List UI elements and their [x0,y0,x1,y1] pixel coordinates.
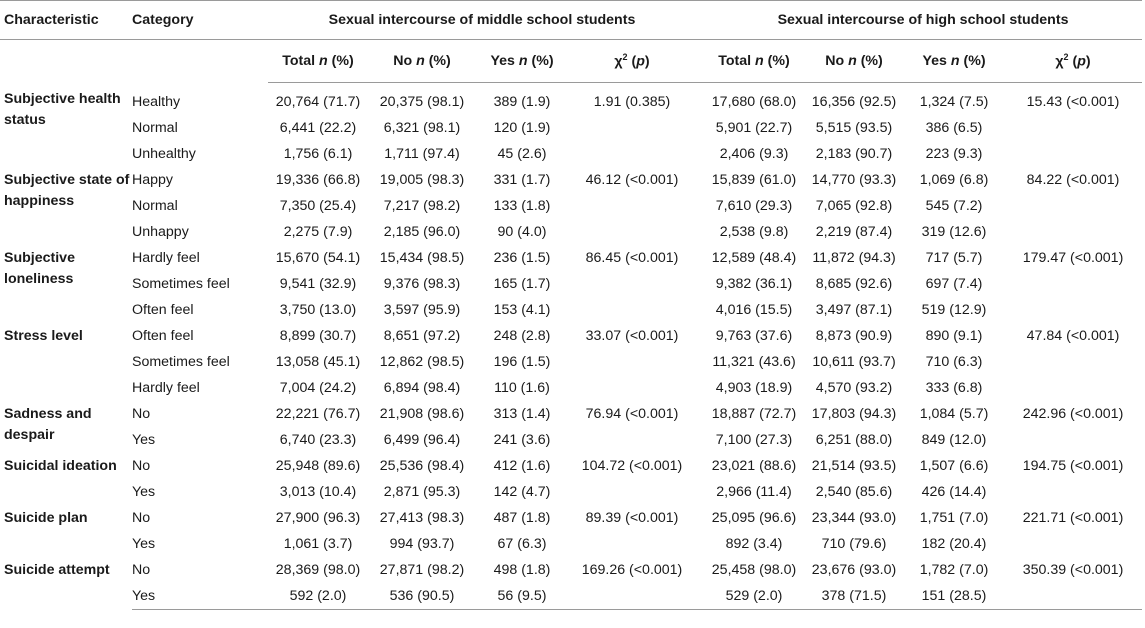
high-no-cell: 11,872 (94.3) [812,250,896,266]
high-yes-cell: 319 (12.6) [921,224,987,240]
category-cell: Normal [132,120,178,136]
high-no-cell: 17,803 (94.3) [811,406,897,422]
middle-total-cell: 7,350 (25.4) [279,198,357,214]
category-cell: Sometimes feel [132,354,230,370]
table-row [0,349,1142,375]
middle-chi-square-cell [568,479,696,505]
subheader-middle-chi-square: $\chi^2$ (p) [568,40,696,83]
gap-cell [696,323,704,349]
gap-cell [696,453,704,479]
middle-no-cell: 27,871 (98.2) [379,562,465,578]
middle-no-cell: 3,597 (95.9) [383,302,461,318]
middle-chi-square-cell: 169.26 (<0.001) [581,562,683,578]
high-yes-cell: 1,751 (7.0) [919,510,989,526]
middle-total-cell: 19,336 (66.8) [275,172,361,188]
middle-yes-cell: 165 (1.7) [493,276,551,292]
middle-no-cell: 2,185 (96.0) [383,224,461,240]
high-no-cell: 7,065 (92.8) [815,198,893,214]
high-no-cell: 6,251 (88.0) [815,432,893,448]
middle-chi-square-cell [568,141,696,167]
high-yes-cell: 710 (6.3) [925,354,983,370]
high-total-cell: 18,887 (72.7) [711,406,797,422]
category-cell: Yes [132,484,156,500]
high-chi-square-cell: 179.47 (<0.001) [1022,250,1124,266]
table-row [0,427,1142,453]
high-yes-cell: 519 (12.9) [921,302,987,318]
middle-yes-cell: 120 (1.9) [493,120,551,136]
table-row [0,167,1142,193]
high-no-cell: 4,570 (93.2) [815,380,893,396]
subheader-middle-no: No n (%) [368,40,476,83]
gap-cell [696,245,704,271]
middle-no-cell: 15,434 (98.5) [379,250,465,266]
high-chi-square-cell [1004,427,1142,453]
characteristic-cell: Suicide plan [4,510,88,526]
high-no-cell: 8,873 (90.9) [815,328,893,344]
middle-chi-square-cell: 33.07 (<0.001) [585,328,679,344]
gap-cell [696,505,704,531]
high-chi-square-cell: 15.43 (<0.001) [1026,94,1120,110]
middle-chi-square-cell [568,219,696,245]
high-chi-square-cell [1004,479,1142,505]
table-row [0,83,1142,116]
middle-no-cell: 994 (93.7) [389,536,455,552]
gap-cell [696,375,704,401]
table-row [0,505,1142,531]
middle-no-cell: 536 (90.5) [368,583,476,610]
high-no-cell: 2,183 (90.7) [815,146,893,162]
high-chi-square-cell [1004,115,1142,141]
characteristic-cell: Suicide attempt [4,562,110,578]
high-yes-cell: 386 (6.5) [925,120,983,136]
high-total-cell: 9,382 (36.1) [715,276,793,292]
table-row [0,479,1142,505]
middle-yes-cell: 498 (1.8) [493,562,551,578]
middle-yes-cell: 412 (1.6) [493,458,551,474]
subheader-middle-yes: Yes n (%) [476,40,568,83]
gap-cell [696,167,704,193]
high-chi-square-cell: 242.96 (<0.001) [1022,406,1124,422]
high-yes-cell: 426 (14.4) [921,484,987,500]
middle-chi-square-cell [568,271,696,297]
high-yes-cell: 545 (7.2) [925,198,983,214]
gap-cell [696,557,704,583]
middle-no-cell: 25,536 (98.4) [379,458,465,474]
middle-chi-square-cell: 104.72 (<0.001) [581,458,683,474]
middle-no-cell: 8,651 (97.2) [383,328,461,344]
middle-yes-cell: 236 (1.5) [493,250,551,266]
high-yes-cell: 333 (6.8) [925,380,983,396]
high-chi-square-cell [1004,271,1142,297]
high-total-cell: 9,763 (37.6) [715,328,793,344]
characteristic-cell: Suicidal ideation [4,458,117,474]
subheader-high-yes: Yes n (%) [904,40,1004,83]
subheader-empty [0,40,132,83]
middle-chi-square-cell: 46.12 (<0.001) [585,172,679,188]
table-row [0,531,1142,557]
middle-yes-cell: 331 (1.7) [493,172,551,188]
high-yes-cell: 182 (20.4) [921,536,987,552]
category-cell: No [132,562,151,578]
high-total-cell: 529 (2.0) [704,583,804,610]
high-yes-cell: 717 (5.7) [925,250,983,266]
characteristic-cell: Sadness and despair [4,406,92,443]
middle-total-cell: 13,058 (45.1) [275,354,361,370]
gap-cell [696,193,704,219]
middle-total-cell: 592 (2.0) [268,583,368,610]
high-no-cell: 5,515 (93.5) [815,120,893,136]
high-total-cell: 15,839 (61.0) [711,172,797,188]
high-yes-cell: 890 (9.1) [925,328,983,344]
high-total-cell: 892 (3.4) [725,536,783,552]
high-total-cell: 17,680 (68.0) [711,94,797,110]
high-chi-square-cell: 194.75 (<0.001) [1022,458,1124,474]
category-cell: Unhealthy [132,146,196,162]
middle-yes-cell: 110 (1.6) [494,380,550,396]
high-total-cell: 4,016 (15.5) [715,302,793,318]
middle-yes-cell: 142 (4.7) [493,484,551,500]
middle-no-cell: 1,711 (97.4) [384,146,460,162]
high-total-cell: 11,321 (43.6) [712,354,796,370]
table-row [0,401,1142,427]
high-no-cell: 3,497 (87.1) [815,302,893,318]
table-row [0,219,1142,245]
gap-cell [696,531,704,557]
middle-no-cell: 6,321 (98.1) [383,120,461,136]
high-no-cell: 378 (71.5) [804,583,904,610]
gap-cell [696,141,704,167]
middle-chi-square-cell [568,115,696,141]
high-total-cell: 5,901 (22.7) [715,120,793,136]
middle-no-cell: 21,908 (98.6) [379,406,465,422]
middle-total-cell: 8,899 (30.7) [279,328,357,344]
middle-chi-square-cell [568,375,696,401]
category-cell: No [132,510,151,526]
subheader-row [0,40,1142,83]
middle-no-cell: 19,005 (98.3) [379,172,465,188]
high-chi-square-cell [1004,375,1142,401]
high-total-cell: 4,903 (18.9) [715,380,793,396]
middle-chi-square-cell: 1.91 (0.385) [593,94,671,110]
middle-yes-cell: 45 (2.6) [497,146,547,162]
middle-chi-square-cell: 76.94 (<0.001) [585,406,679,422]
high-yes-cell: 151 (28.5) [904,583,1004,610]
middle-chi-square-cell [568,297,696,323]
characteristic-cell: Subjective state of happiness [4,172,130,209]
middle-yes-cell: 248 (2.8) [493,328,551,344]
header-gap [696,1,704,40]
gap-cell [696,83,704,116]
high-chi-square-cell: 47.84 (<0.001) [1026,328,1120,344]
middle-total-cell: 3,013 (10.4) [279,484,357,500]
high-total-cell: 23,021 (88.6) [711,458,797,474]
middle-total-cell: 3,750 (13.0) [279,302,357,318]
high-no-cell: 2,219 (87.4) [815,224,893,240]
table-row [0,193,1142,219]
table-row [0,583,1142,610]
category-cell: No [132,458,151,474]
category-cell: Often feel [132,302,194,318]
middle-total-cell: 28,369 (98.0) [275,562,361,578]
middle-total-cell: 6,441 (22.2) [279,120,357,136]
middle-total-cell: 6,740 (23.3) [279,432,357,448]
gap-cell [696,115,704,141]
middle-total-cell: 1,061 (3.7) [283,536,353,552]
gap-cell [696,401,704,427]
high-yes-cell: 1,069 (6.8) [919,172,989,188]
table-row [0,245,1142,271]
middle-no-cell: 6,499 (96.4) [383,432,461,448]
middle-total-cell: 15,670 (54.1) [275,250,361,266]
characteristic-cell: Subjective loneliness [4,250,75,287]
middle-no-cell: 27,413 (98.3) [379,510,465,526]
table-row [0,271,1142,297]
high-chi-square-cell [1004,297,1142,323]
high-chi-square-cell: 350.39 (<0.001) [1022,562,1124,578]
high-no-cell: 21,514 (93.5) [811,458,897,474]
table-row [0,453,1142,479]
gap-cell [696,583,704,610]
high-yes-cell: 1,324 (7.5) [919,94,989,110]
middle-yes-cell: 56 (9.5) [476,583,568,610]
middle-chi-square-cell [568,531,696,557]
category-cell: Yes [132,536,156,552]
high-total-cell: 2,406 (9.3) [719,146,789,162]
middle-total-cell: 22,221 (76.7) [275,406,361,422]
high-no-cell: 23,676 (93.0) [811,562,897,578]
high-no-cell: 10,611 (93.7) [812,354,896,370]
high-chi-square-cell [1004,219,1142,245]
high-chi-square-cell: 221.71 (<0.001) [1022,510,1124,526]
middle-chi-square-cell [568,583,696,610]
high-total-cell: 2,966 (11.4) [716,484,792,500]
high-total-cell: 2,538 (9.8) [719,224,789,240]
high-total-cell: 7,100 (27.3) [715,432,793,448]
category-cell: Yes [132,583,268,610]
middle-yes-cell: 196 (1.5) [493,354,551,370]
high-no-cell: 2,540 (85.6) [815,484,893,500]
table-row [0,375,1142,401]
gap-cell [696,297,704,323]
category-cell: Hardly feel [132,380,200,396]
middle-yes-cell: 313 (1.4) [493,406,551,422]
category-cell: Unhappy [132,224,189,240]
high-no-cell: 8,685 (92.6) [815,276,893,292]
category-cell: Hardly feel [132,250,200,266]
header-high-school-group: Sexual intercourse of high school students [704,1,1142,40]
middle-chi-square-cell: 86.45 (<0.001) [585,250,679,266]
high-no-cell: 710 (79.6) [821,536,887,552]
middle-yes-cell: 153 (4.1) [493,302,551,318]
table-row [0,297,1142,323]
category-cell: Normal [132,198,178,214]
high-total-cell: 7,610 (29.3) [715,198,793,214]
middle-yes-cell: 389 (1.9) [493,94,551,110]
middle-no-cell: 7,217 (98.2) [383,198,461,214]
middle-no-cell: 9,376 (98.3) [383,276,461,292]
middle-total-cell: 9,541 (32.9) [279,276,357,292]
header-category: Category [132,1,268,40]
middle-chi-square-cell: 89.39 (<0.001) [585,510,679,526]
middle-chi-square-cell [568,193,696,219]
high-yes-cell: 1,782 (7.0) [919,562,989,578]
table-row [0,323,1142,349]
middle-no-cell: 20,375 (98.1) [379,94,465,110]
header-middle-school-group: Sexual intercourse of middle school students [268,1,696,40]
high-chi-square-cell [1004,141,1142,167]
high-yes-cell: 1,084 (5.7) [919,406,989,422]
high-total-cell: 25,095 (96.6) [711,510,797,526]
high-no-cell: 23,344 (93.0) [811,510,897,526]
high-no-cell: 14,770 (93.3) [811,172,897,188]
high-total-cell: 12,589 (48.4) [711,250,797,266]
high-yes-cell: 697 (7.4) [925,276,983,292]
subheader-empty [132,40,268,83]
category-cell: Healthy [132,93,181,110]
high-yes-cell: 1,507 (6.6) [919,458,989,474]
high-total-cell: 25,458 (98.0) [711,562,797,578]
category-cell: No [132,406,151,422]
middle-total-cell: 2,275 (7.9) [283,224,353,240]
subheader-high-total: Total n (%) [704,40,804,83]
table-row [0,141,1142,167]
middle-no-cell: 2,871 (95.3) [383,484,461,500]
middle-chi-square-cell [568,427,696,453]
subheader-high-chi-square: $\chi^2$ (p) [1004,40,1142,83]
gap-cell [696,427,704,453]
table-body [0,83,1142,610]
high-no-cell: 16,356 (92.5) [811,94,897,110]
middle-total-cell: 20,764 (71.7) [275,94,361,110]
middle-no-cell: 12,862 (98.5) [379,354,465,370]
gap-cell [696,479,704,505]
high-chi-square-cell [1004,583,1142,610]
category-cell: Sometimes feel [132,276,230,292]
category-cell: Often feel [132,328,194,344]
middle-yes-cell: 133 (1.8) [493,198,551,214]
middle-chi-square-cell [568,349,696,375]
gap-cell [696,219,704,245]
characteristic-cell: Stress level [4,328,83,344]
middle-yes-cell: 90 (4.0) [497,224,547,240]
high-chi-square-cell: 84.22 (<0.001) [1026,172,1120,188]
middle-total-cell: 7,004 (24.2) [279,380,357,396]
high-yes-cell: 223 (9.3) [925,146,983,162]
middle-total-cell: 25,948 (89.6) [275,458,361,474]
table-row [0,557,1142,583]
gap-cell [696,271,704,297]
middle-yes-cell: 241 (3.6) [493,432,551,448]
middle-total-cell: 27,900 (96.3) [275,510,361,526]
characteristic-cell: Subjective health status [4,90,121,128]
category-cell: Happy [132,172,174,188]
middle-yes-cell: 487 (1.8) [493,510,551,526]
subheader-gap [696,40,704,83]
middle-yes-cell: 67 (6.3) [497,536,547,552]
high-chi-square-cell [1004,193,1142,219]
category-cell: Yes [132,432,156,448]
high-yes-cell: 849 (12.0) [921,432,987,448]
high-chi-square-cell [1004,531,1142,557]
subheader-middle-total: Total n (%) [268,40,368,83]
middle-total-cell: 1,756 (6.1) [283,146,353,162]
middle-no-cell: 6,894 (98.4) [383,380,461,396]
subheader-high-no: No n (%) [804,40,904,83]
table-row [0,115,1142,141]
high-chi-square-cell [1004,349,1142,375]
header-characteristic: Characteristic [0,1,132,40]
gap-cell [696,349,704,375]
